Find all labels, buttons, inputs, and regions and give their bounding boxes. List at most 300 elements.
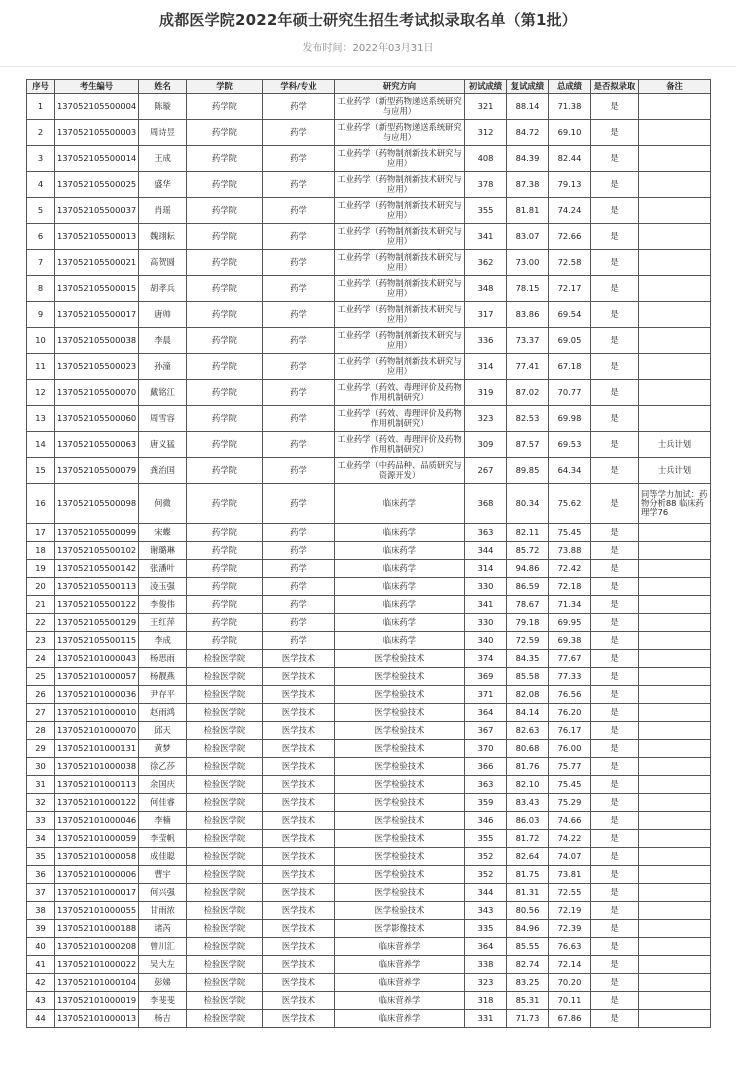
cell-college: 检验医学院 — [187, 992, 263, 1010]
cell-name: 李晨 — [139, 328, 187, 354]
cell-exam-id: 137052101000043 — [55, 650, 139, 668]
cell-total-score: 72.66 — [549, 224, 591, 250]
cell-retest-score: 82.64 — [507, 848, 549, 866]
cell-total-score: 77.67 — [549, 650, 591, 668]
cell-retest-score: 85.31 — [507, 992, 549, 1010]
cell-direction: 医学检验技术 — [335, 812, 465, 830]
cell-total-score: 74.24 — [549, 198, 591, 224]
cell-retest-score: 80.68 — [507, 740, 549, 758]
cell-admit: 是 — [591, 560, 639, 578]
column-header: 总成绩 — [549, 80, 591, 94]
cell-college: 药学院 — [187, 524, 263, 542]
cell-college: 检验医学院 — [187, 776, 263, 794]
cell-college: 检验医学院 — [187, 902, 263, 920]
cell-college: 检验医学院 — [187, 920, 263, 938]
cell-admit: 是 — [591, 614, 639, 632]
cell-direction: 临床营养学 — [335, 974, 465, 992]
column-header: 研究方向 — [335, 80, 465, 94]
cell-total-score: 71.38 — [549, 94, 591, 120]
cell-college: 检验医学院 — [187, 794, 263, 812]
cell-admit: 是 — [591, 380, 639, 406]
cell-note: 同等学力加试：药物分析88 临床药理学76 — [639, 484, 711, 524]
cell-total-score: 76.20 — [549, 704, 591, 722]
cell-exam-id: 137052101000131 — [55, 740, 139, 758]
cell-admit: 是 — [591, 740, 639, 758]
cell-name: 尹存平 — [139, 686, 187, 704]
cell-college: 检验医学院 — [187, 650, 263, 668]
cell-admit: 是 — [591, 1010, 639, 1028]
cell-note — [639, 650, 711, 668]
cell-seq: 41 — [27, 956, 55, 974]
cell-direction: 工业药学（药物制剂新技术研究与应用） — [335, 328, 465, 354]
cell-retest-score: 81.72 — [507, 830, 549, 848]
cell-exam-id: 137052101000058 — [55, 848, 139, 866]
cell-admit: 是 — [591, 668, 639, 686]
cell-name: 李成 — [139, 632, 187, 650]
cell-retest-score: 71.73 — [507, 1010, 549, 1028]
cell-total-score: 72.55 — [549, 884, 591, 902]
cell-admit: 是 — [591, 650, 639, 668]
cell-admit: 是 — [591, 484, 639, 524]
cell-seq: 17 — [27, 524, 55, 542]
cell-direction: 工业药学（药物制剂新技术研究与应用） — [335, 146, 465, 172]
cell-name: 戴铭江 — [139, 380, 187, 406]
cell-first-score: 344 — [465, 884, 507, 902]
table-body — [27, 94, 711, 1028]
cell-name: 曾川汇 — [139, 938, 187, 956]
cell-seq: 40 — [27, 938, 55, 956]
cell-name: 孙潼 — [139, 354, 187, 380]
cell-exam-id: 137052105500013 — [55, 224, 139, 250]
cell-major: 医学技术 — [263, 794, 335, 812]
cell-total-score: 72.58 — [549, 250, 591, 276]
cell-retest-score: 80.34 — [507, 484, 549, 524]
cell-admit: 是 — [591, 94, 639, 120]
cell-college: 药学院 — [187, 120, 263, 146]
cell-major: 药学 — [263, 328, 335, 354]
cell-name: 余国庆 — [139, 776, 187, 794]
cell-note — [639, 974, 711, 992]
cell-note — [639, 722, 711, 740]
cell-total-score: 67.86 — [549, 1010, 591, 1028]
cell-direction: 临床药学 — [335, 560, 465, 578]
cell-name: 杨靓燕 — [139, 668, 187, 686]
cell-name: 王成 — [139, 146, 187, 172]
table-row — [27, 830, 711, 848]
table-row — [27, 432, 711, 458]
cell-college: 检验医学院 — [187, 866, 263, 884]
cell-retest-score: 77.41 — [507, 354, 549, 380]
cell-first-score: 370 — [465, 740, 507, 758]
cell-seq: 3 — [27, 146, 55, 172]
cell-total-score: 76.63 — [549, 938, 591, 956]
cell-major: 医学技术 — [263, 758, 335, 776]
cell-first-score: 368 — [465, 484, 507, 524]
cell-seq: 28 — [27, 722, 55, 740]
cell-retest-score: 78.15 — [507, 276, 549, 302]
cell-major: 药学 — [263, 458, 335, 484]
cell-college: 药学院 — [187, 632, 263, 650]
cell-admit: 是 — [591, 722, 639, 740]
cell-exam-id: 137052105500129 — [55, 614, 139, 632]
cell-total-score: 67.18 — [549, 354, 591, 380]
cell-retest-score: 73.00 — [507, 250, 549, 276]
cell-major: 医学技术 — [263, 776, 335, 794]
cell-major: 医学技术 — [263, 704, 335, 722]
column-header: 序号 — [27, 80, 55, 94]
cell-retest-score: 85.72 — [507, 542, 549, 560]
cell-first-score: 335 — [465, 920, 507, 938]
table-row — [27, 596, 711, 614]
cell-retest-score: 89.85 — [507, 458, 549, 484]
cell-college: 检验医学院 — [187, 830, 263, 848]
cell-first-score: 338 — [465, 956, 507, 974]
cell-college: 药学院 — [187, 302, 263, 328]
table-row — [27, 578, 711, 596]
cell-major: 医学技术 — [263, 848, 335, 866]
cell-exam-id: 137052101000208 — [55, 938, 139, 956]
table-row — [27, 848, 711, 866]
cell-major: 药学 — [263, 524, 335, 542]
cell-first-score: 343 — [465, 902, 507, 920]
cell-first-score: 267 — [465, 458, 507, 484]
cell-direction: 临床营养学 — [335, 956, 465, 974]
cell-exam-id: 137052105500098 — [55, 484, 139, 524]
cell-seq: 5 — [27, 198, 55, 224]
table-row — [27, 380, 711, 406]
cell-first-score: 355 — [465, 198, 507, 224]
cell-direction: 医学检验技术 — [335, 686, 465, 704]
cell-note — [639, 740, 711, 758]
table-row — [27, 650, 711, 668]
table-row — [27, 758, 711, 776]
cell-admit: 是 — [591, 812, 639, 830]
cell-major: 医学技术 — [263, 1010, 335, 1028]
table-row — [27, 560, 711, 578]
cell-college: 药学院 — [187, 224, 263, 250]
cell-seq: 12 — [27, 380, 55, 406]
cell-first-score: 330 — [465, 614, 507, 632]
cell-college: 检验医学院 — [187, 956, 263, 974]
cell-major: 医学技术 — [263, 902, 335, 920]
cell-admit: 是 — [591, 578, 639, 596]
cell-name: 盛华 — [139, 172, 187, 198]
cell-seq: 39 — [27, 920, 55, 938]
cell-direction: 临床药学 — [335, 484, 465, 524]
cell-total-score: 76.17 — [549, 722, 591, 740]
cell-admit: 是 — [591, 686, 639, 704]
cell-first-score: 374 — [465, 650, 507, 668]
cell-college: 检验医学院 — [187, 1010, 263, 1028]
cell-name: 赵雨鸿 — [139, 704, 187, 722]
cell-seq: 13 — [27, 406, 55, 432]
cell-major: 药学 — [263, 614, 335, 632]
cell-admit: 是 — [591, 596, 639, 614]
cell-admit: 是 — [591, 276, 639, 302]
cell-college: 检验医学院 — [187, 704, 263, 722]
table-row — [27, 614, 711, 632]
table-row — [27, 632, 711, 650]
cell-retest-score: 87.57 — [507, 432, 549, 458]
cell-note — [639, 596, 711, 614]
cell-exam-id: 137052105500142 — [55, 560, 139, 578]
cell-major: 医学技术 — [263, 920, 335, 938]
cell-note — [639, 146, 711, 172]
cell-direction: 医学检验技术 — [335, 848, 465, 866]
cell-direction: 工业药学（药物制剂新技术研究与应用） — [335, 302, 465, 328]
cell-exam-id: 137052105500003 — [55, 120, 139, 146]
table-row — [27, 704, 711, 722]
cell-note — [639, 830, 711, 848]
table-row — [27, 276, 711, 302]
cell-note — [639, 704, 711, 722]
cell-admit: 是 — [591, 542, 639, 560]
table-row — [27, 1010, 711, 1028]
cell-major: 医学技术 — [263, 974, 335, 992]
cell-first-score: 341 — [465, 224, 507, 250]
cell-seq: 20 — [27, 578, 55, 596]
cell-retest-score: 82.63 — [507, 722, 549, 740]
cell-note — [639, 1010, 711, 1028]
cell-seq: 18 — [27, 542, 55, 560]
cell-admit: 是 — [591, 224, 639, 250]
cell-seq: 43 — [27, 992, 55, 1010]
cell-exam-id: 137052105500113 — [55, 578, 139, 596]
cell-college: 药学院 — [187, 94, 263, 120]
cell-first-score: 346 — [465, 812, 507, 830]
cell-note — [639, 848, 711, 866]
cell-college: 药学院 — [187, 198, 263, 224]
cell-college: 药学院 — [187, 406, 263, 432]
cell-total-score: 72.14 — [549, 956, 591, 974]
cell-name: 何微 — [139, 484, 187, 524]
cell-direction: 医学检验技术 — [335, 758, 465, 776]
cell-total-score: 72.19 — [549, 902, 591, 920]
table-row — [27, 776, 711, 794]
cell-first-score: 364 — [465, 938, 507, 956]
cell-admit: 是 — [591, 632, 639, 650]
admission-table — [26, 79, 711, 1028]
cell-total-score: 72.42 — [549, 560, 591, 578]
cell-exam-id: 137052101000013 — [55, 1010, 139, 1028]
cell-exam-id: 137052105500063 — [55, 432, 139, 458]
cell-first-score: 314 — [465, 560, 507, 578]
cell-exam-id: 137052101000038 — [55, 758, 139, 776]
cell-total-score: 71.34 — [549, 596, 591, 614]
cell-retest-score: 86.59 — [507, 578, 549, 596]
cell-exam-id: 137052101000017 — [55, 884, 139, 902]
cell-admit: 是 — [591, 458, 639, 484]
cell-exam-id: 137052101000113 — [55, 776, 139, 794]
cell-retest-score: 83.43 — [507, 794, 549, 812]
cell-first-score: 364 — [465, 704, 507, 722]
table-row — [27, 740, 711, 758]
cell-admit: 是 — [591, 956, 639, 974]
cell-total-score: 70.77 — [549, 380, 591, 406]
cell-direction: 临床营养学 — [335, 992, 465, 1010]
cell-college: 药学院 — [187, 596, 263, 614]
cell-retest-score: 84.72 — [507, 120, 549, 146]
cell-exam-id: 137052101000046 — [55, 812, 139, 830]
cell-admit: 是 — [591, 884, 639, 902]
cell-total-score: 74.22 — [549, 830, 591, 848]
cell-retest-score: 73.37 — [507, 328, 549, 354]
cell-major: 医学技术 — [263, 884, 335, 902]
cell-retest-score: 82.11 — [507, 524, 549, 542]
cell-note — [639, 302, 711, 328]
cell-first-score: 362 — [465, 250, 507, 276]
cell-note — [639, 668, 711, 686]
cell-seq: 44 — [27, 1010, 55, 1028]
cell-college: 检验医学院 — [187, 848, 263, 866]
cell-note — [639, 812, 711, 830]
table-row — [27, 484, 711, 524]
cell-admit: 是 — [591, 920, 639, 938]
cell-retest-score: 81.81 — [507, 198, 549, 224]
table-row — [27, 406, 711, 432]
cell-first-score: 317 — [465, 302, 507, 328]
cell-first-score: 323 — [465, 974, 507, 992]
cell-major: 药学 — [263, 302, 335, 328]
cell-seq: 38 — [27, 902, 55, 920]
cell-first-score: 309 — [465, 432, 507, 458]
cell-major: 药学 — [263, 484, 335, 524]
cell-note — [639, 380, 711, 406]
cell-direction: 工业药学（药效、毒理评价及药物作用机制研究） — [335, 380, 465, 406]
cell-note — [639, 632, 711, 650]
cell-seq: 36 — [27, 866, 55, 884]
cell-college: 药学院 — [187, 578, 263, 596]
cell-note — [639, 172, 711, 198]
cell-first-score: 367 — [465, 722, 507, 740]
table-row — [27, 920, 711, 938]
cell-retest-score: 87.38 — [507, 172, 549, 198]
cell-exam-id: 137052101000019 — [55, 992, 139, 1010]
cell-name: 李楠 — [139, 812, 187, 830]
cell-college: 药学院 — [187, 276, 263, 302]
cell-total-score: 72.18 — [549, 578, 591, 596]
cell-retest-score: 78.67 — [507, 596, 549, 614]
cell-direction: 医学检验技术 — [335, 830, 465, 848]
cell-retest-score: 84.39 — [507, 146, 549, 172]
table-header-row — [27, 80, 711, 94]
cell-note — [639, 758, 711, 776]
cell-name: 吴大左 — [139, 956, 187, 974]
column-header: 备注 — [639, 80, 711, 94]
cell-first-score: 312 — [465, 120, 507, 146]
table-row — [27, 172, 711, 198]
cell-exam-id: 137052105500017 — [55, 302, 139, 328]
cell-seq: 21 — [27, 596, 55, 614]
cell-major: 药学 — [263, 250, 335, 276]
cell-name: 曹宇 — [139, 866, 187, 884]
cell-major: 药学 — [263, 432, 335, 458]
table-row — [27, 328, 711, 354]
cell-admit: 是 — [591, 758, 639, 776]
cell-name: 彭娣 — [139, 974, 187, 992]
cell-college: 药学院 — [187, 458, 263, 484]
cell-retest-score: 82.10 — [507, 776, 549, 794]
cell-direction: 临床药学 — [335, 614, 465, 632]
cell-major: 药学 — [263, 632, 335, 650]
cell-major: 医学技术 — [263, 740, 335, 758]
cell-note — [639, 794, 711, 812]
cell-note — [639, 354, 711, 380]
cell-seq: 22 — [27, 614, 55, 632]
cell-name: 杨思雨 — [139, 650, 187, 668]
column-header: 初试成绩 — [465, 80, 507, 94]
cell-retest-score: 83.25 — [507, 974, 549, 992]
cell-exam-id: 137052105500122 — [55, 596, 139, 614]
cell-total-score: 75.62 — [549, 484, 591, 524]
cell-exam-id: 137052101000122 — [55, 794, 139, 812]
cell-exam-id: 137052105500015 — [55, 276, 139, 302]
cell-college: 药学院 — [187, 432, 263, 458]
cell-first-score: 352 — [465, 848, 507, 866]
cell-first-score: 331 — [465, 1010, 507, 1028]
cell-name: 何兴强 — [139, 884, 187, 902]
cell-note: 士兵计划 — [639, 458, 711, 484]
cell-total-score: 75.29 — [549, 794, 591, 812]
cell-note — [639, 920, 711, 938]
column-header: 姓名 — [139, 80, 187, 94]
cell-seq: 27 — [27, 704, 55, 722]
cell-note — [639, 406, 711, 432]
table-row — [27, 686, 711, 704]
cell-college: 检验医学院 — [187, 686, 263, 704]
cell-retest-score: 81.75 — [507, 866, 549, 884]
column-header: 学科/专业 — [263, 80, 335, 94]
cell-direction: 医学检验技术 — [335, 776, 465, 794]
cell-total-score: 69.53 — [549, 432, 591, 458]
cell-major: 药学 — [263, 146, 335, 172]
cell-total-score: 75.77 — [549, 758, 591, 776]
cell-seq: 35 — [27, 848, 55, 866]
cell-name: 周诗昱 — [139, 120, 187, 146]
cell-direction: 临床药学 — [335, 542, 465, 560]
cell-seq: 30 — [27, 758, 55, 776]
page-title: 成都医学院2022年硕士研究生招生考试拟录取名单（第1批） — [159, 11, 577, 29]
cell-seq: 9 — [27, 302, 55, 328]
cell-exam-id: 137052101000022 — [55, 956, 139, 974]
cell-total-score: 73.88 — [549, 542, 591, 560]
cell-first-score: 319 — [465, 380, 507, 406]
cell-first-score: 355 — [465, 830, 507, 848]
cell-exam-id: 137052105500004 — [55, 94, 139, 120]
cell-admit: 是 — [591, 198, 639, 224]
cell-note — [639, 992, 711, 1010]
cell-major: 药学 — [263, 198, 335, 224]
cell-seq: 25 — [27, 668, 55, 686]
cell-admit: 是 — [591, 776, 639, 794]
cell-admit: 是 — [591, 848, 639, 866]
cell-total-score: 75.45 — [549, 776, 591, 794]
cell-retest-score: 87.02 — [507, 380, 549, 406]
cell-seq: 33 — [27, 812, 55, 830]
cell-first-score: 371 — [465, 686, 507, 704]
cell-direction: 医学检验技术 — [335, 884, 465, 902]
cell-college: 药学院 — [187, 380, 263, 406]
cell-seq: 15 — [27, 458, 55, 484]
cell-direction: 工业药学（药物制剂新技术研究与应用） — [335, 276, 465, 302]
cell-seq: 31 — [27, 776, 55, 794]
cell-note: 士兵计划 — [639, 432, 711, 458]
cell-total-score: 76.00 — [549, 740, 591, 758]
cell-name: 唐帅 — [139, 302, 187, 328]
cell-retest-score: 79.18 — [507, 614, 549, 632]
table-row — [27, 938, 711, 956]
cell-retest-score: 72.59 — [507, 632, 549, 650]
